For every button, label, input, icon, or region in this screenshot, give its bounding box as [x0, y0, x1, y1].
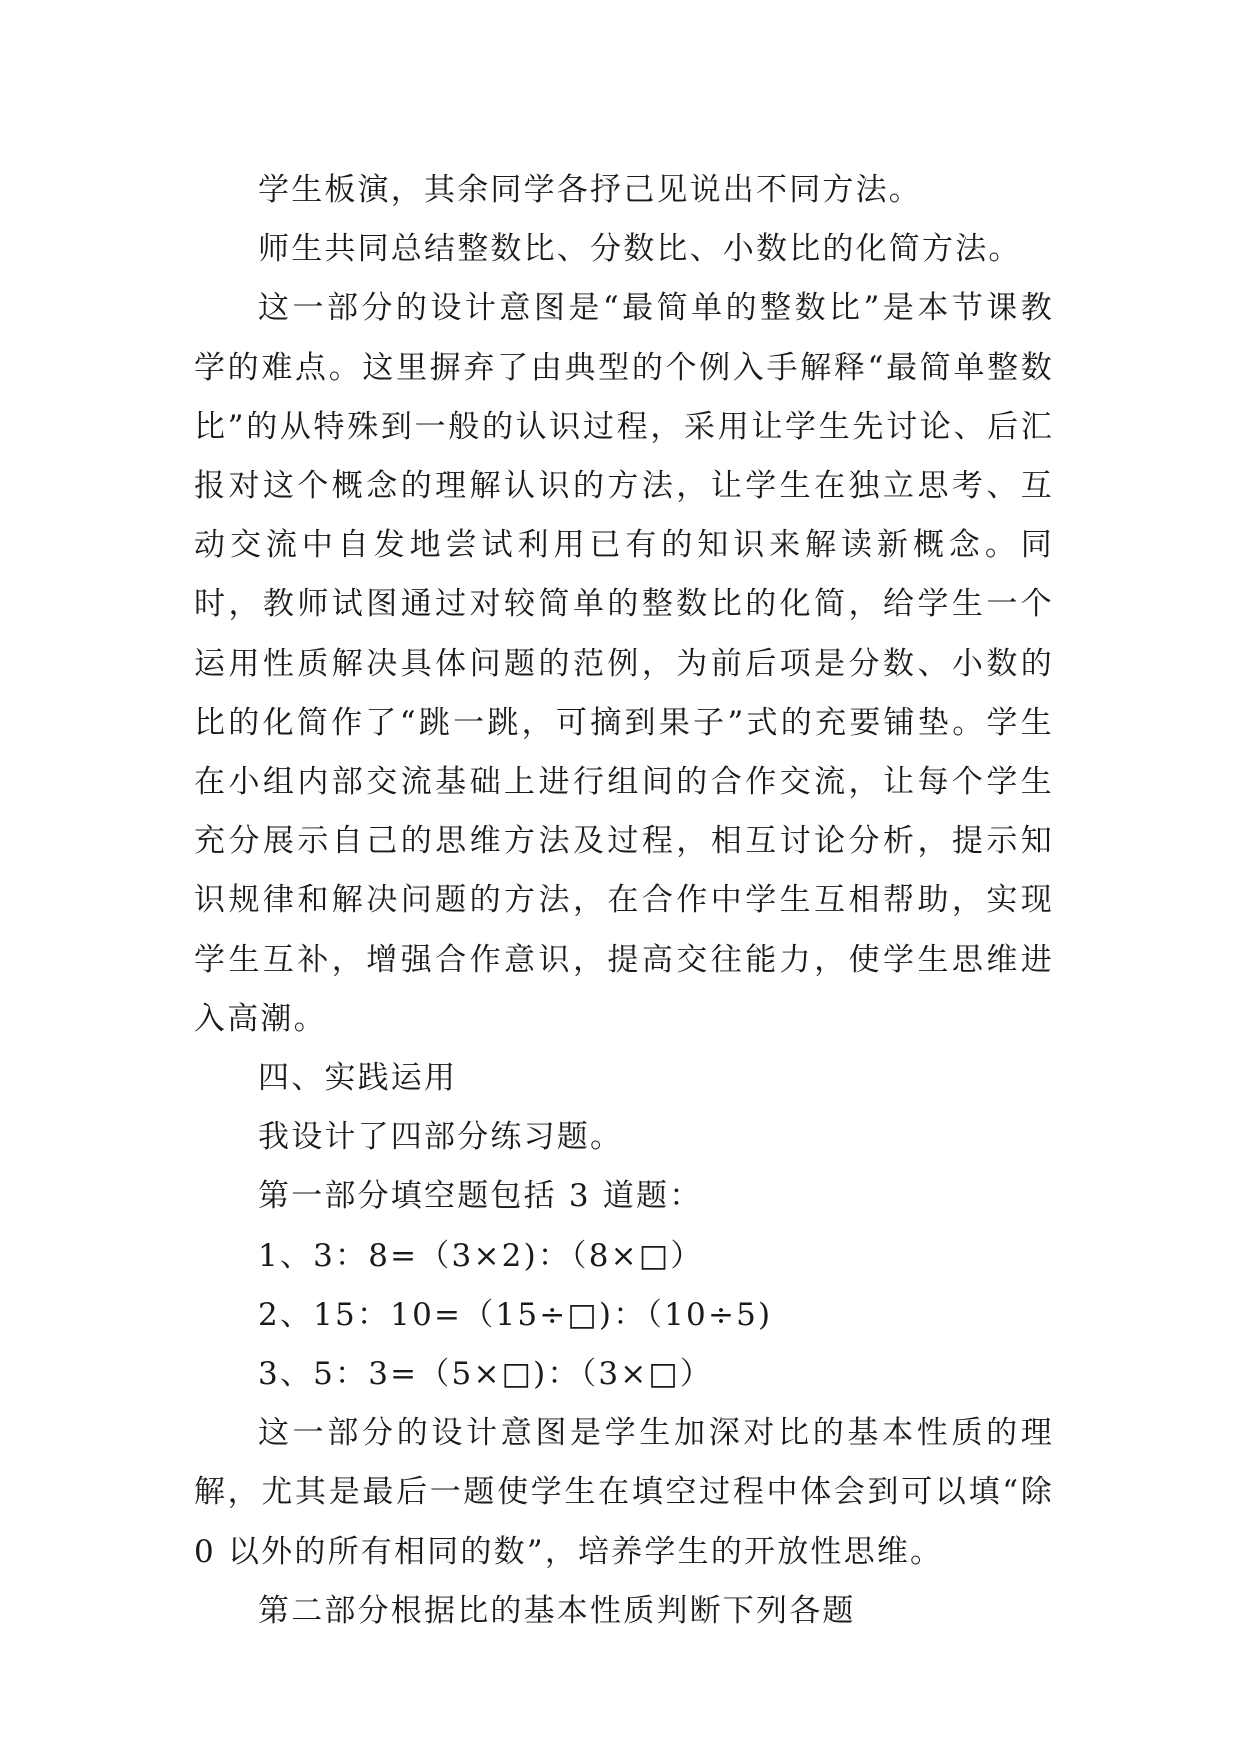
paragraph-summary-methods: 师生共同总结整数比、分数比、小数比的化简方法。: [258, 231, 1022, 268]
paragraph-design-intent-2: 这一部分的设计意图是学生加深对比的基本性质的理解，尤其是最后一题使学生在填空过程中体会到可以填“除 0 以外的所有相同的数”，培养学生的开放性思维。: [194, 1415, 1054, 1570]
section-heading-practice: 四、实践运用: [258, 1060, 458, 1097]
paragraph-part-two: 第二部分根据比的基本性质判断下列各题: [258, 1592, 856, 1629]
paragraph-exercise-intro: 我设计了四部分练习题。: [258, 1119, 624, 1156]
paragraph-fill-blank-intro: 第一部分填空题包括 3 道题：: [258, 1178, 703, 1215]
paragraph-design-intent-1: 这一部分的设计意图是“最简单的整数比”是本节课教学的难点。这里摒弃了由典型的个例入手解释“最简单整数比”的从特殊到一般的认识过程，采用让学生先讨论、后汇报对这个概念的理解认识的方法，让学生在独立思考、互动交流中自发地尝试利用已有的知识来解读新概念。同时，教师试图通过对较简单的整数比的化简，给学生一个运用性质解决具体问题的范例，为前后项是分数、小数的比的化简作了“跳一跳，可摘到果子”式的充要铺垫。学生在小组内部交流基础上进行组间的合作交流，让每个学生充分展示自己的思维方法及过程，相互讨论分析，提示知识规律和解决问题的方法，在合作中学生互相帮助，实现学生互补，增强合作意识，提高交往能力，使学生思维进入高潮。: [194, 290, 1054, 1037]
exercise-item-1: 1、3：8=（3×2)：（8×□）: [258, 1237, 704, 1274]
document-body: [194, 161, 1054, 1641]
exercise-item-2: 2、15：10=（15÷□)：（10÷5): [258, 1296, 773, 1333]
paragraph-student-demo: 学生板演，其余同学各抒己见说出不同方法。: [258, 172, 922, 208]
exercise-item-3: 3、5：3=（5×□)：（3×□）: [258, 1356, 714, 1393]
